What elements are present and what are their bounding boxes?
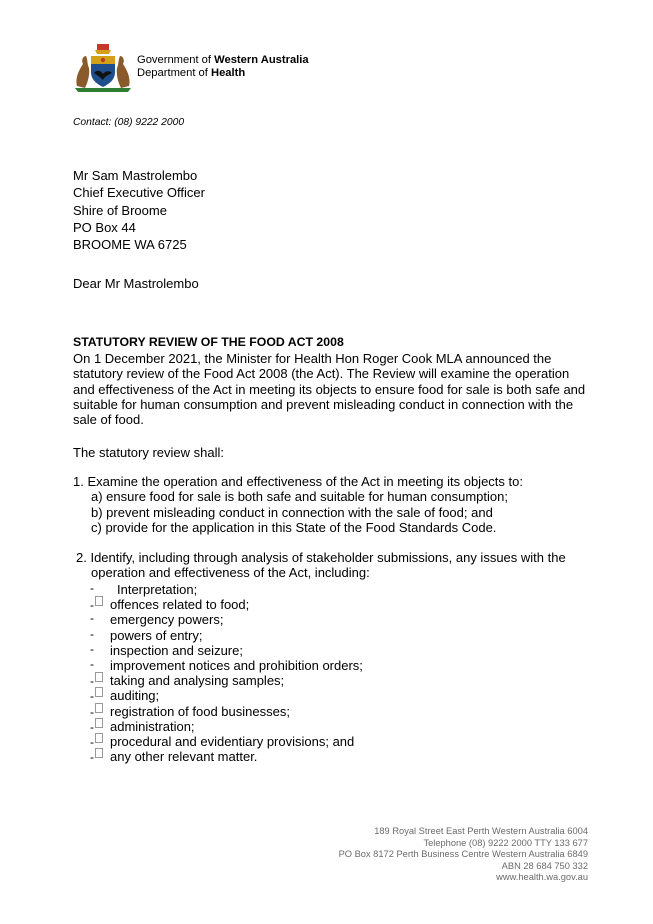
salutation: Dear Mr Mastrolembo <box>73 276 199 291</box>
list-item: - inspection and seizure; <box>90 641 243 658</box>
letter-heading: STATUTORY REVIEW OF THE FOOD ACT 2008 <box>73 335 344 349</box>
recipient-address <box>73 167 205 253</box>
intro-paragraph: On 1 December 2021, the Minister for Health Hon Roger Cook MLA announced the statutory review of the Food Act 2008 (the Act). The Review will examine the operation and effectiveness of the Act in meeting its objects to ensure food for sale is both safe and suitable for human consumption and prevent misleading conduct in connection with the sale of food. <box>73 351 586 428</box>
review-intro: The statutory review shall: <box>73 445 225 460</box>
recipient-org: Shire of Broome <box>73 202 167 218</box>
list-item: - administration; <box>90 718 195 734</box>
list-item: - procedural and evidentiary provisions; and <box>90 734 355 750</box>
issues-list <box>88 582 363 764</box>
footer-website: www.health.wa.gov.au <box>496 872 588 882</box>
recipient-po-box: PO Box 44 <box>73 219 136 235</box>
item-1-b: b) prevent misleading conduct in connection with the sale of food; and <box>91 504 493 520</box>
list-item: - improvement notices and prohibition orders; <box>90 657 363 674</box>
recipient-title: Chief Executive Officer <box>73 185 205 201</box>
footer-abn: ABN 28 684 750 332 <box>501 860 588 871</box>
list-item: - auditing; <box>90 688 160 704</box>
organisation-name: Government of Western Australia Department of Health <box>137 54 309 79</box>
list-item: - registration of food businesses; <box>90 703 290 719</box>
list-item: - any other relevant matter. <box>90 749 258 765</box>
list-item: - taking and analysing samples; <box>90 673 285 689</box>
item-1-a: a) ensure food for sale is both safe and suitable for human consumption; <box>91 489 508 505</box>
review-item-1 <box>73 474 523 535</box>
wa-coat-of-arms-icon <box>73 42 133 94</box>
item-1-c: c) provide for the application in this State of the Food Standards Code. <box>91 519 497 535</box>
footer-telephone: Telephone (08) 9222 2000 TTY 133 677 <box>423 837 588 848</box>
list-item: - powers of entry; <box>90 626 203 643</box>
footer-address-block <box>339 826 588 884</box>
contact-line: Contact: (08) 9222 2000 <box>73 117 185 128</box>
recipient-town: BROOME WA 6725 <box>73 237 187 253</box>
recipient-name: Mr Sam Mastrolembo <box>73 168 198 183</box>
item-2-text: 2. Identify, including through analysis of stakeholder submissions, any issues with the <box>76 550 566 565</box>
item-1-text: 1. Examine the operation and effectiveness of the Act in meeting its objects to: <box>73 474 523 489</box>
list-item: - offences related to food; <box>90 597 250 613</box>
review-item-2 <box>76 550 596 581</box>
list-item: - Interpretation; <box>90 581 198 597</box>
item-2-continuation: operation and effectiveness of the Act, including: <box>91 565 370 581</box>
footer-po-box: PO Box 8172 Perth Business Centre Western Australia 6849 <box>338 849 588 859</box>
list-item: - emergency powers; <box>90 611 224 628</box>
footer-address: 189 Royal Street East Perth Western Australia 6004 <box>374 826 588 836</box>
